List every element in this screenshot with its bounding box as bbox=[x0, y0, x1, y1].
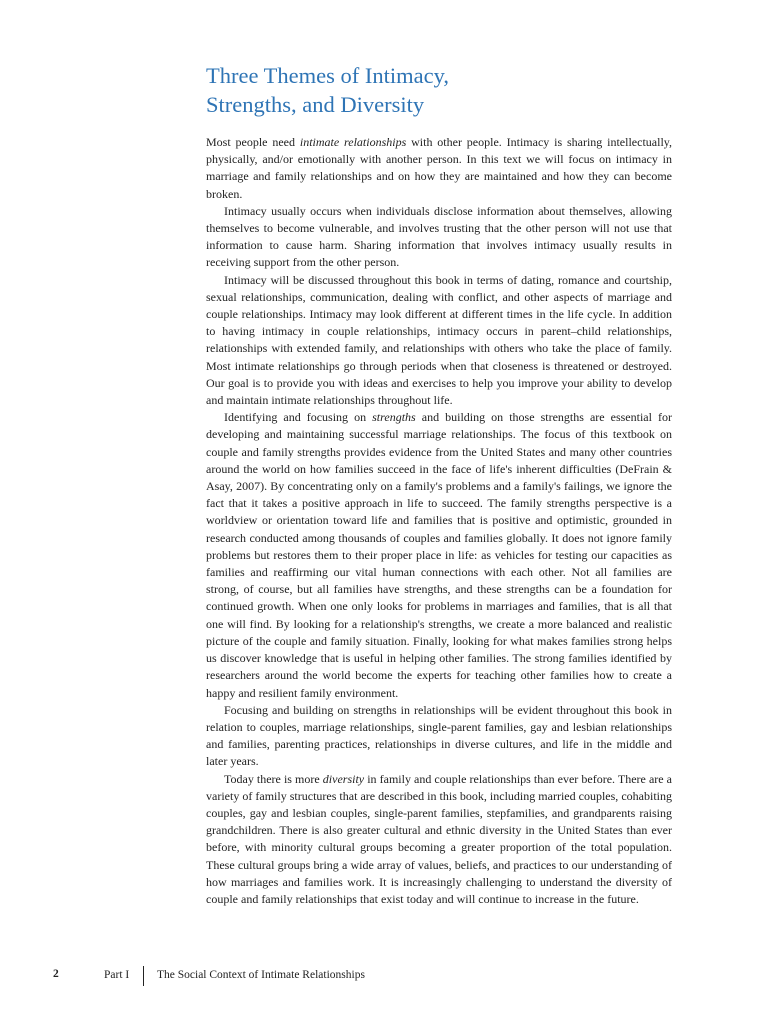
body-text bbox=[206, 134, 672, 908]
section-heading bbox=[206, 61, 676, 119]
footer-divider bbox=[143, 966, 144, 986]
paragraph-strengths: Identifying and focusing on strengths and building on those strengths are essential for developing and maintaining successful marriage relationships. The focus of this textbook on couple and family strengths provides evidence from the United States and many other countries around the world on how families succeed in the face of life's inherent difficulties (DeFrain & Asay, 2007). By concentrating only on a family's problems and a family's failings, we ignore the fact that it takes a positive approach in life to succeed. The family strengths perspective is a worldview or orientation toward life and families that is positive and optimistic, grounded in research conducted among thousands of couples and families globally. It does not ignore family problems but restores them to their proper place in life: as vehicles for testing our capacities as families and reaffirming our vital human connections with each other. Not all families are strong, of course, but all families have strengths, and these strengths can be a foundation for continued growth. When one only looks for problems in marriages and families, that is all that one will find. By looking for a relationship's strengths, we create a more balanced and realistic picture of the couple and family situation. Finally, looking for what makes families strong helps us discover knowledge that is useful in helping other families. The strong families identified by researchers around the world become the experts for teaching other families how to create a happy and resilient family environment. bbox=[206, 410, 672, 700]
page-number: 2 bbox=[53, 968, 59, 980]
running-title: The Social Context of Intimate Relationships bbox=[157, 969, 365, 981]
paragraph-focusing-strengths: Focusing and building on strengths in relationships will be evident throughout this book in relation to couples, marriage relationships, single-parent families, gay and lesbian relationships and families, parenting practices, relationships in diverse cultures, and life in the middle and later years. bbox=[206, 702, 672, 769]
paragraph-intimacy-definition: Most people need intimate relationships with other people. Intimacy is sharing intellectually, physically, and/or emotionally with another person. In this text we will focus on intimacy in marriage and family relationships and on how they are maintained and how they can become broken. bbox=[206, 135, 673, 201]
paragraph-diversity: Today there is more diversity in family and couple relationships than ever before. There are a variety of family structures that are described in this book, including married couples, cohabiting couples, gay and lesbian couples, single-parent families, stepfamilies, and grandparents raising grandchildren. There is also greater cultural and ethnic diversity in the United States than ever before, with minority cultural groups becoming a greater proportion of the total population. These cultural groups bring a wide array of values, beliefs, and practices to our understanding of how marriages and families work. It is increasingly challenging to understand the diversity of couple and family relationships that exist today and will continue to increase in the future. bbox=[206, 771, 673, 906]
section-heading-line-1: Three Themes of Intimacy, bbox=[206, 63, 450, 88]
section-heading-line-2: Strengths, and Diversity bbox=[206, 92, 425, 117]
paragraph-intimacy-throughout-book: Intimacy will be discussed throughout this book in terms of dating, romance and courtship, sexual relationships, communication, dealing with conflict, and other aspects of marriage and couple relationships. Intimacy may look different at different times in the life cycle. In addition to having intimacy in couple relationships, intimacy occurs in parent–child relationships, relationships with extended family, and relationships with others who take the place of family. Most intimate relationships go through periods when that closeness is threatened or destroyed. Our goal is to provide you with ideas and exercises to help you improve your ability to develop and maintain intimate relationships throughout life. bbox=[206, 272, 672, 408]
page-footer bbox=[0, 966, 768, 986]
paragraph-disclosure: Intimacy usually occurs when individuals disclose information about themselves, allowing themselves to become vulnerable, and involves trusting that the other person will not use that information to cause harm. Sharing information that involves intimacy usually results in receiving support from the other person. bbox=[206, 203, 672, 270]
term-strengths: strengths bbox=[372, 410, 416, 425]
term-intimate-relationships: intimate relationships bbox=[299, 135, 407, 149]
part-label: Part I bbox=[104, 969, 130, 981]
term-diversity: diversity bbox=[322, 771, 365, 786]
